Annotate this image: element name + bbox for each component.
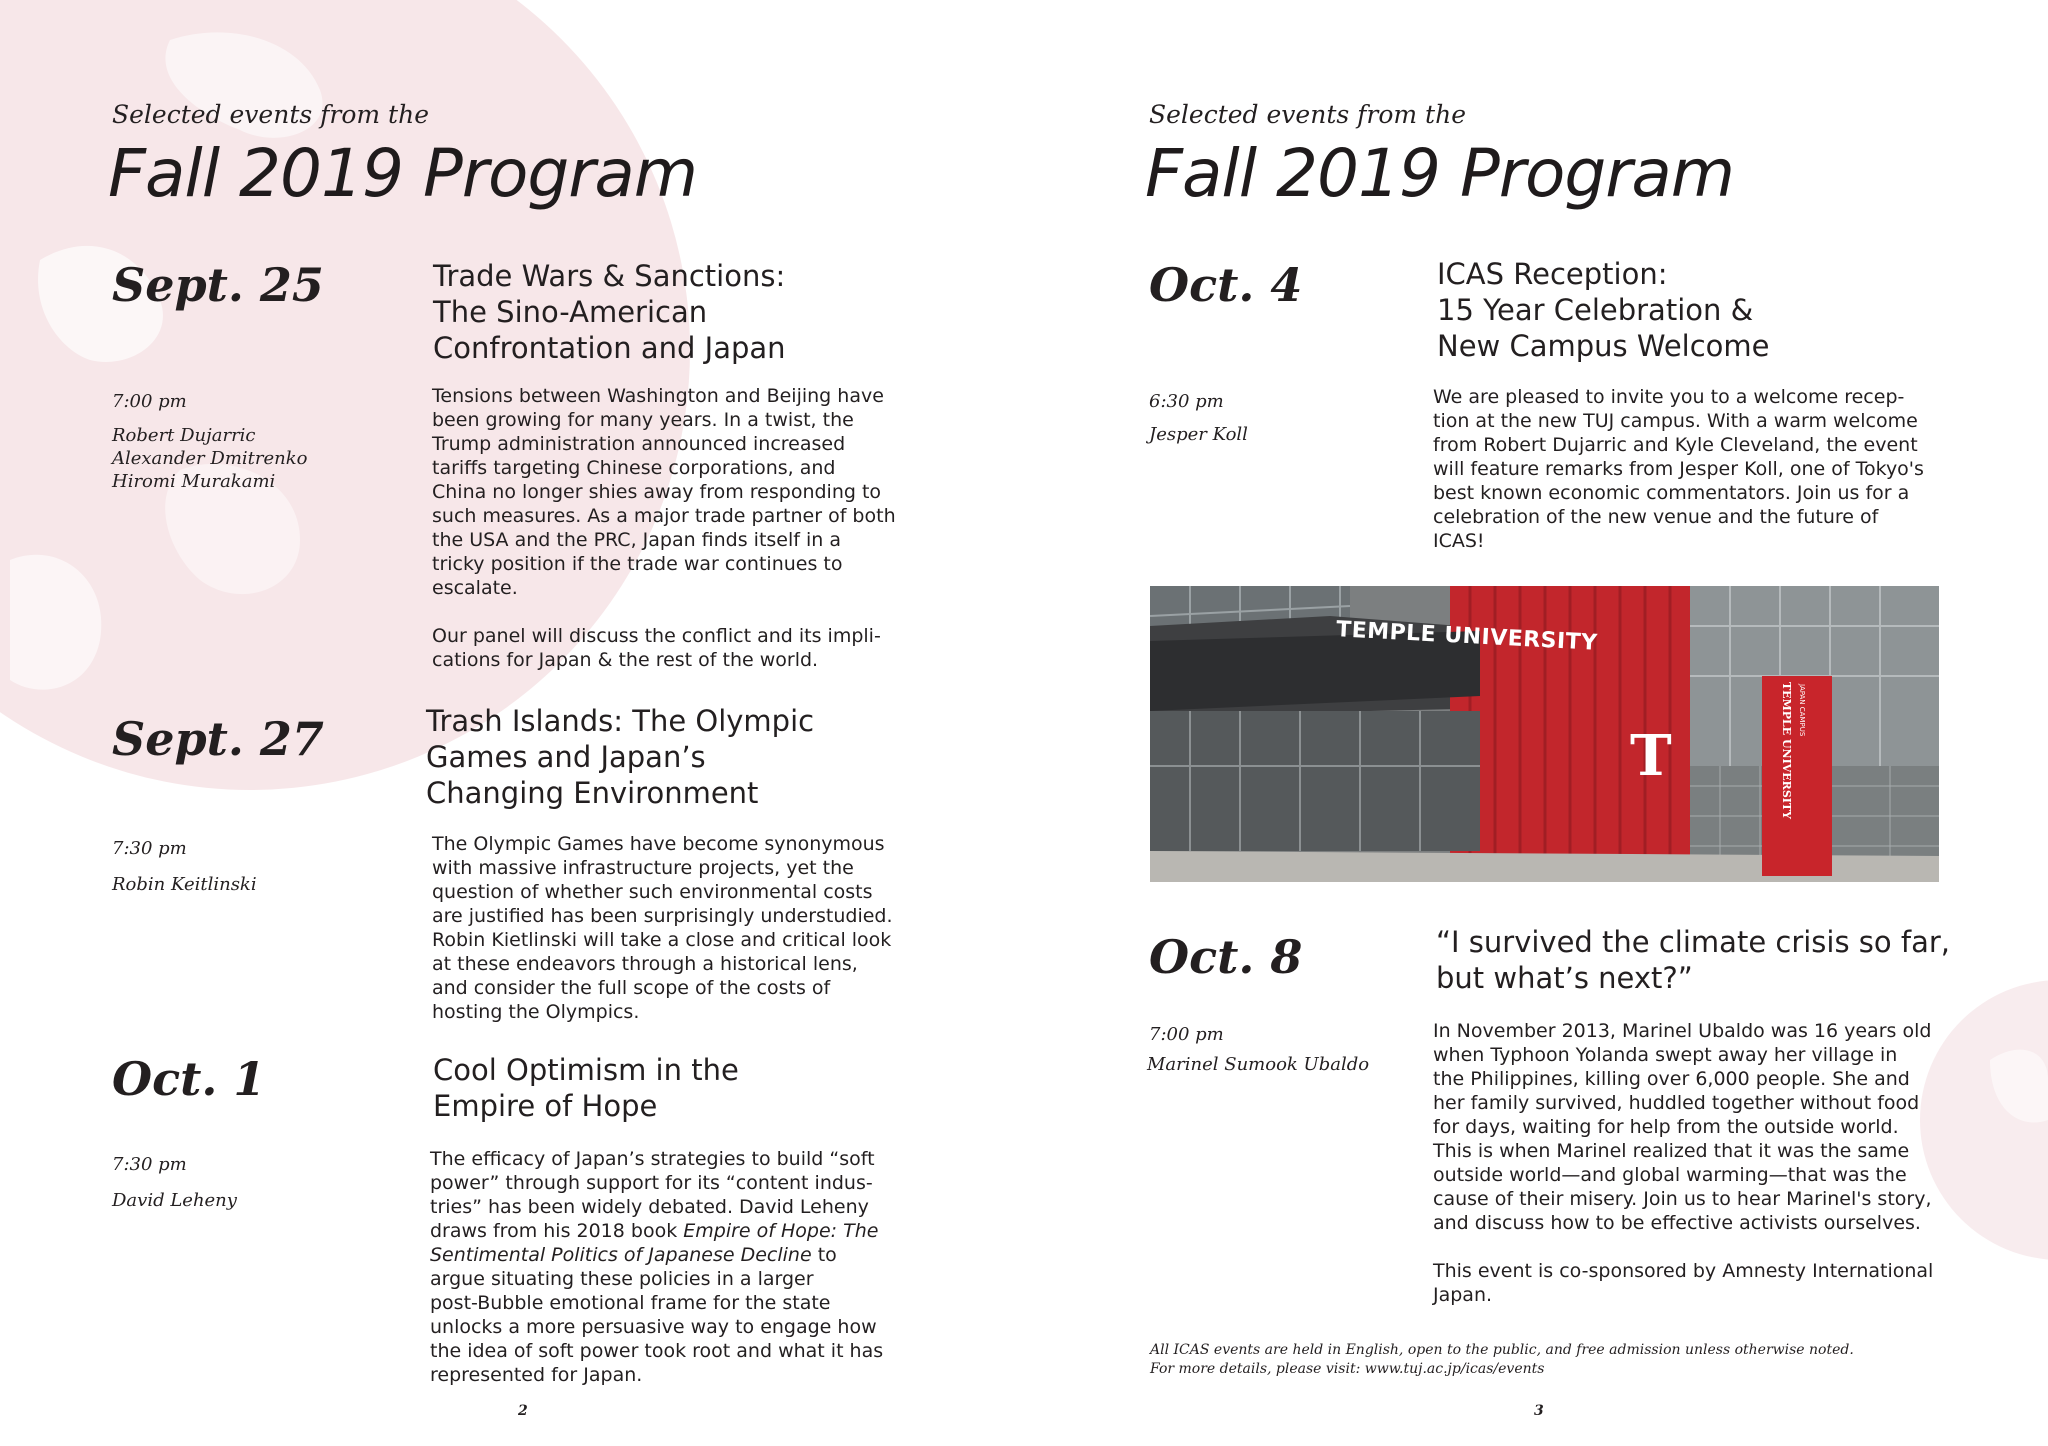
event-title-line: Confrontation and Japan — [433, 331, 786, 365]
description-line: unlocks a more persuasive way to engage how — [430, 1316, 877, 1338]
book-title: Sentimental Politics of Japanese Decline — [430, 1244, 812, 1266]
event-title-line: 15 Year Celebration & — [1437, 293, 1754, 327]
event-date: Sept. 27 — [112, 712, 324, 766]
event-title-line: Cool Optimism in the — [433, 1053, 739, 1087]
description-line: tariffs targeting Chinese corporations, and — [432, 457, 836, 479]
event-description — [432, 384, 896, 672]
building-sign: TEMPLE UNIVERSITY — [1335, 617, 1599, 656]
description-line: In November 2013, Marinel Ubaldo was 16 years old — [1433, 1020, 1932, 1042]
description-line — [430, 1243, 883, 1267]
event-title-line: “I survived the climate crisis so far, — [1436, 925, 1950, 959]
event-speakers — [112, 424, 307, 493]
description-line: The efficacy of Japan’s strategies to build “soft — [430, 1148, 875, 1170]
description-line: Trump administration announced increased — [432, 433, 846, 455]
description-line: We are pleased to invite you to a welcome recep- — [1433, 386, 1905, 408]
description-line: cations for Japan & the rest of the world. — [432, 649, 819, 671]
event-description — [1433, 385, 1924, 553]
event-title-line: Empire of Hope — [433, 1089, 658, 1123]
event-speakers — [1149, 423, 1248, 446]
event-description — [432, 832, 893, 1024]
event-date: Oct. 1 — [112, 1052, 266, 1106]
description-line: This is when Marinel realized that it was the same — [1433, 1140, 1910, 1162]
description-line: the USA and the PRC, Japan finds itself in a — [432, 529, 842, 551]
event-time: 7:30 pm — [112, 838, 187, 859]
description-line: and consider the full scope of the costs of — [432, 977, 831, 999]
event-title — [433, 1052, 739, 1124]
event-title — [1437, 256, 1770, 364]
description-line: question of whether such environmental costs — [432, 881, 873, 903]
description-line: tries” has been widely debated. David Leheny — [430, 1196, 869, 1218]
paragraph-gap — [432, 600, 896, 624]
event-speakers — [112, 1189, 237, 1212]
event-title-line: ICAS Reception: — [1437, 257, 1668, 291]
paragraph-gap — [1433, 1235, 1933, 1259]
description-line: outside world—and global warming—that was the — [1433, 1164, 1907, 1186]
event-title-line: Games and Japan’s — [426, 740, 706, 774]
event-description — [430, 1147, 883, 1387]
event-speakers — [1147, 1053, 1369, 1076]
event-date: Oct. 4 — [1149, 258, 1303, 312]
speaker-name: Hiromi Murakami — [112, 471, 276, 492]
description-line: hosting the Olympics. — [432, 1001, 640, 1023]
pillar-sign-line: JAPAN CAMPUS — [1798, 684, 1806, 737]
event-title-line: Trash Islands: The Olympic — [426, 704, 815, 738]
description-line: ICAS! — [1433, 530, 1485, 552]
description-line: with massive infrastructure projects, yet the — [432, 857, 854, 879]
description-line: best known economic commentators. Join us for a — [1433, 482, 1910, 504]
description-line: cause of their misery. Join us to hear Marinel's story, — [1433, 1188, 1932, 1210]
pillar-sign — [1762, 682, 1832, 862]
description-line: at these endeavors through a historical lens, — [432, 953, 858, 975]
page-kicker: Selected events from the — [1149, 100, 1466, 129]
event-title — [433, 258, 786, 366]
speaker-name: Alexander Dmitrenko — [112, 448, 308, 469]
event-title — [1436, 924, 1950, 996]
speaker-name: Marinel Sumook Ubaldo — [1147, 1054, 1370, 1075]
description-line: celebration of the new venue and the future of — [1433, 506, 1879, 528]
speaker-name: Robin Keitlinski — [112, 874, 257, 895]
event-title-line: Trade Wars & Sanctions: — [433, 259, 786, 293]
description-line: Robin Kietlinski will take a close and critical look — [432, 929, 892, 951]
description-line: This event is co-sponsored by Amnesty International — [1433, 1260, 1934, 1282]
description-text: to — [811, 1244, 837, 1266]
description-line: post-Bubble emotional frame for the state — [430, 1292, 831, 1314]
description-line: argue situating these policies in a larger — [430, 1268, 814, 1290]
pillar-sign-line: TEMPLE UNIVERSITY — [1780, 682, 1793, 819]
description-line: tricky position if the trade war continues to — [432, 553, 843, 575]
description-line: for days, waiting for help from the outside world. — [1433, 1116, 1899, 1138]
description-line: been growing for many years. In a twist, the — [432, 409, 854, 431]
event-title-line: The Sino-American — [433, 295, 708, 329]
temple-emblem: T — [1630, 723, 1672, 789]
event-title — [426, 703, 814, 811]
speaker-name: David Leheny — [112, 1190, 237, 1211]
description-line: The Olympic Games have become synonymous — [432, 833, 885, 855]
footnote — [1150, 1341, 1854, 1379]
description-line: tion at the new TUJ campus. With a warm welcome — [1433, 410, 1918, 432]
event-description — [1433, 1019, 1933, 1307]
page-number: 3 — [1534, 1403, 1544, 1419]
description-line: represented for Japan. — [430, 1364, 643, 1386]
description-line: her family survived, huddled together without food — [1433, 1092, 1920, 1114]
event-time: 7:30 pm — [112, 1154, 187, 1175]
event-date: Oct. 8 — [1149, 930, 1303, 984]
event-title-line: but what’s next?” — [1436, 961, 1693, 995]
description-line: will feature remarks from Jesper Koll, one of Tokyo's — [1433, 458, 1924, 480]
description-line: are justified has been surprisingly understudied. — [432, 905, 893, 927]
description-line — [430, 1219, 883, 1243]
book-title: Empire of Hope: The — [683, 1220, 879, 1242]
event-time: 6:30 pm — [1149, 391, 1224, 412]
event-speakers — [112, 873, 257, 896]
description-line: from Robert Dujarric and Kyle Cleveland, the event — [1433, 434, 1918, 456]
event-date: Sept. 25 — [112, 258, 324, 312]
event-time: 7:00 pm — [112, 391, 187, 412]
page-kicker: Selected events from the — [112, 100, 429, 129]
description-line: the idea of soft power took root and what it has — [430, 1340, 884, 1362]
description-line: when Typhoon Yolanda swept away her village in — [1433, 1044, 1898, 1066]
description-line: and discuss how to be effective activists ourselves. — [1433, 1212, 1921, 1234]
footnote-line: For more details, please visit: www.tuj.ac.jp/icas/events — [1150, 1361, 1545, 1377]
description-line: China no longer shies away from responding to — [432, 481, 882, 503]
description-line: the Philippines, killing over 6,000 people. She and — [1433, 1068, 1910, 1090]
footnote-line: All ICAS events are held in English, open to the public, and free admission unless otherwise noted. — [1150, 1342, 1854, 1358]
description-line: escalate. — [432, 577, 518, 599]
description-line: Our panel will discuss the conflict and its impli- — [432, 625, 881, 647]
description-line: power” through support for its “content indus- — [430, 1172, 873, 1194]
speaker-name: Robert Dujarric — [112, 425, 256, 446]
page-title: Fall 2019 Program — [1145, 135, 1735, 212]
event-time: 7:00 pm — [1149, 1024, 1224, 1045]
description-text: draws from his 2018 book — [430, 1220, 684, 1242]
speaker-name: Jesper Koll — [1149, 424, 1248, 445]
description-line: such measures. As a major trade partner of both — [432, 505, 896, 527]
description-line: Tensions between Washington and Beijing have — [432, 385, 884, 407]
event-title-line: New Campus Welcome — [1437, 329, 1770, 363]
description-line: Japan. — [1433, 1284, 1493, 1306]
page-number: 2 — [518, 1403, 528, 1419]
event-title-line: Changing Environment — [426, 776, 759, 810]
page-title: Fall 2019 Program — [108, 135, 698, 212]
campus-photo — [1150, 586, 1939, 882]
